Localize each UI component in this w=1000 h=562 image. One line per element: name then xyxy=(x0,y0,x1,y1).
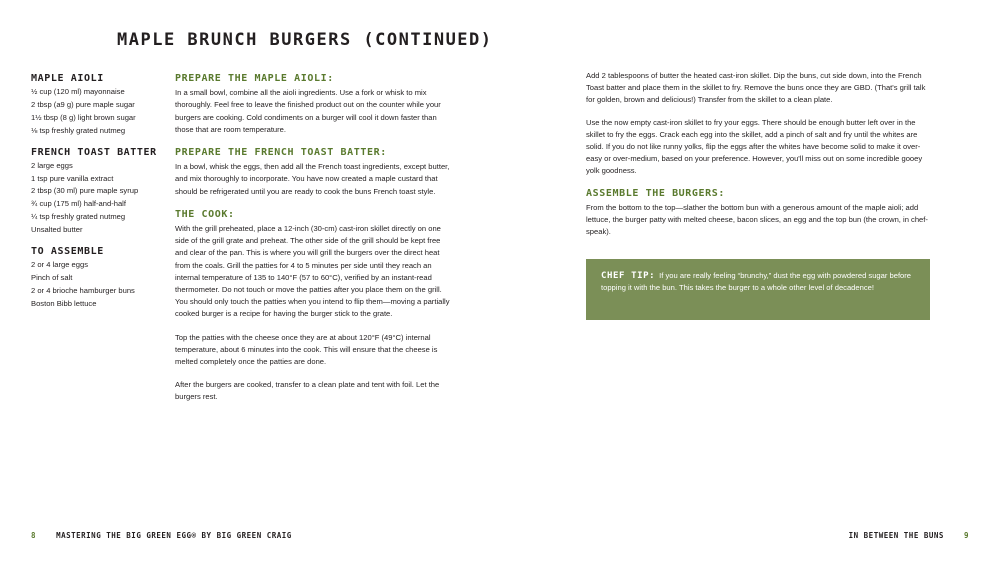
footer-left xyxy=(31,531,292,540)
ingredients-column xyxy=(31,73,161,320)
ingredient-item: 2 tbsp (30 ml) pure maple syrup xyxy=(31,186,139,196)
ingredient-item: 2 or 4 large eggs xyxy=(31,260,88,270)
ingredient-item: Pinch of salt xyxy=(31,272,73,282)
chef-tip-box xyxy=(586,259,930,320)
instruction-paragraph: Use the now empty cast-iron skillet to fry your eggs. There should be enough butter left over in the skillet to fry the eggs. Crack each egg into the skillet, add a pinch of salt and fry until the whites are solid. If you do not like runny yolks, flip the eggs after the whites have become solid to make it over-easy or over-medium, based on your preference. However, you'll miss out on some incredible gooey yolk goodness. xyxy=(586,117,923,176)
instructions-column-right xyxy=(586,70,930,248)
ingredient-item: ¾ cup (175 ml) half-and-half xyxy=(31,199,126,209)
ingredients-heading: TO ASSEMBLE xyxy=(31,246,104,258)
instruction-paragraph: From the bottom to the top—slather the bottom bun with a generous amount of the maple aioli; add lettuce, the burger patty with melted cheese, bacon slices, an egg and the top bun (the crown, in chef-speak). xyxy=(586,202,928,237)
ingredient-item: ½ cup (120 ml) mayonnaise xyxy=(31,87,125,96)
chef-tip-text: If you are really feeling “brunchy,” dust the egg with powdered sugar before topping it with the bun. This takes the burger to a whole other level of decadence! xyxy=(601,271,912,293)
instruction-paragraph: In a bowl, whisk the eggs, then add all the French toast ingredients, except butter, and mix thoroughly to incorporate. You have now created a maple custard that should be refrigerated until you are ready to cook the buns French toast style. xyxy=(175,162,450,196)
ingredient-item: 2 or 4 brioche hamburger buns xyxy=(31,285,135,295)
chef-tip-label: CHEF TIP: xyxy=(601,271,656,281)
page-title: MAPLE BRUNCH BURGERS (CONTINUED) xyxy=(117,30,493,50)
ingredient-item: ¼ tsp freshly grated nutmeg xyxy=(31,212,126,222)
ingredients-section-french-toast-batter xyxy=(31,147,161,237)
ingredients-section-maple-aioli xyxy=(31,73,161,138)
ingredient-item: 1½ tbsp (8 g) light brown sugar xyxy=(31,112,136,122)
ingredient-item: ⅛ tsp freshly grated nutmeg xyxy=(31,125,126,135)
section-heading-assemble: ASSEMBLE THE BURGERS: xyxy=(586,187,726,199)
ingredient-item: 2 tbsp (a9 g) pure maple sugar xyxy=(31,99,135,109)
instruction-paragraph: After the burgers are cooked, transfer to a clean plate and tent with foil. Let the burgers rest. xyxy=(175,380,440,402)
instruction-paragraph: Top the patties with the cheese once they are at about 120°F (49°C) internal temperature, about 6 minutes into the cook. This will ensure that the cheese is melted completely once the patties are done. xyxy=(175,332,438,367)
book-title: MASTERING THE BIG GREEN EGG® BY BIG GREEN CRAIG xyxy=(56,531,292,540)
instruction-paragraph: In a small bowl, combine all the aioli ingredients. Use a fork or whisk to mix thoroughly. Feel free to leave the finished product out on the counter while your burgers are cooking. Cold condiments on a burger will cool it down faster than those that are room temperature. xyxy=(175,88,441,134)
instruction-paragraph: Add 2 tablespoons of butter the heated cast-iron skillet. Dip the buns, cut side down, into the French Toast batter and place them in the skillet to fry. Remove the buns once they are GBD. (That's grill talk for golden, brown and delicious!) Transfer from the skillet to a clean plate. xyxy=(586,71,926,105)
instructions-column-left xyxy=(175,73,451,415)
ingredient-item: Boston Bibb lettuce xyxy=(31,298,97,308)
ingredient-item: 1 tsp pure vanilla extract xyxy=(31,173,114,183)
ingredients-heading: MAPLE AIOLI xyxy=(31,73,104,84)
section-heading-the-cook: THE COOK: xyxy=(175,208,235,220)
ingredient-item: 2 large eggs xyxy=(31,160,73,170)
ingredients-section-to-assemble xyxy=(31,246,161,311)
footer-right xyxy=(849,531,969,540)
ingredients-heading: FRENCH TOAST BATTER xyxy=(31,146,157,158)
section-heading-french-toast-batter: PREPARE THE FRENCH TOAST BATTER: xyxy=(175,147,387,159)
page-number-left: 8 xyxy=(31,531,37,540)
chapter-title: IN BETWEEN THE BUNS xyxy=(848,531,944,540)
section-heading-maple-aioli: PREPARE THE MAPLE AIOLI: xyxy=(175,73,334,84)
instruction-paragraph: With the grill preheated, place a 12-inch (30-cm) cast-iron skillet directly on one side of the grill grate and preheat. The other side of the grill should be kept free and clear of the pan. This is where you will grill the burgers over the direct heat from the coals. Grill the patties for 4 to 5 minutes per side until they reach an internal temperature of 135 to 140°F (57 to 60°C), verified by an instant-read thermometer. Do not touch or move the patties after you place them on the grill. You should only touch the patties when you intend to flip them—moving a partially cooked burger is a recipe for having the burger stick to the grate. xyxy=(175,224,450,319)
page-number-right: 9 xyxy=(963,531,969,540)
ingredient-item: Unsalted butter xyxy=(31,225,83,235)
